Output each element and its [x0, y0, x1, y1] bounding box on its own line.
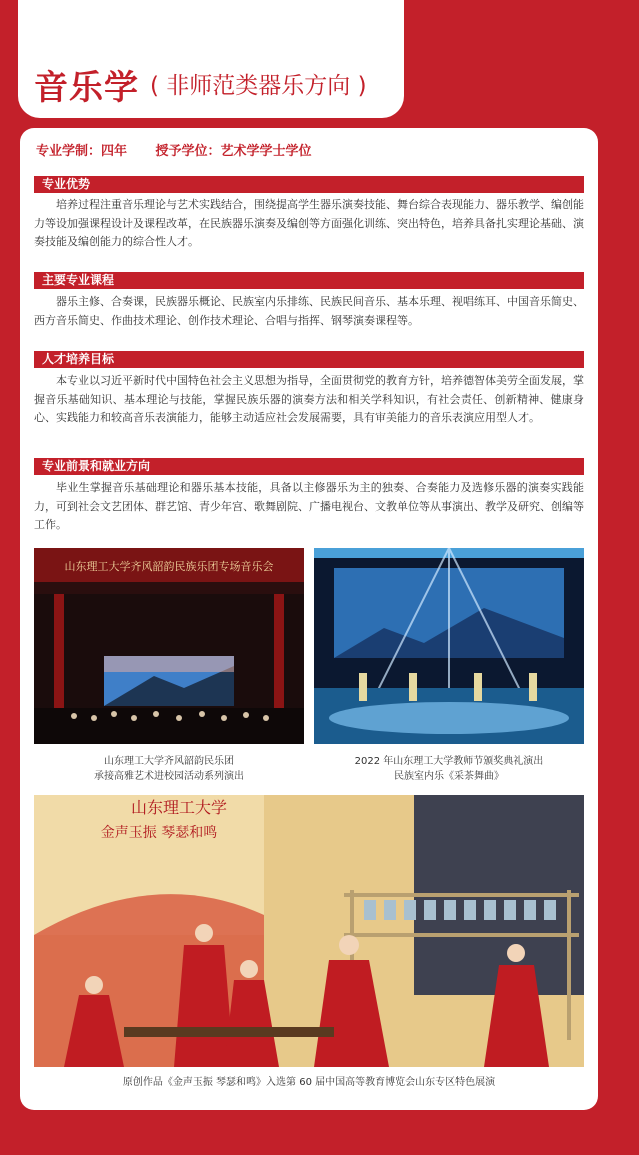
photo-orchestra-concert: [34, 548, 304, 744]
photo-caption-orchestra: [34, 754, 304, 784]
bells-illustration: [34, 795, 584, 1067]
section-heading-courses: 主要专业课程: [34, 272, 584, 289]
photo-bells-performance: [34, 795, 584, 1067]
orchestra-illustration: [34, 548, 304, 744]
section-heading-goals: 人才培养目标: [34, 351, 584, 368]
photo-caption-bells: [34, 1075, 584, 1090]
section-body-courses: 器乐主修、合奏课，民族器乐概论、民族室内乐排练、民族民间音乐、基本乐理、视唱练耳、中国音乐简史、西方音乐简史、作曲技术理论、创作技术理论、合唱与指挥、钢琴演奏课程等。: [34, 295, 584, 327]
caption-line: 承接高雅艺术进校园活动系列演出: [94, 771, 244, 782]
performance-banner-line1: 山东理工大学: [130, 798, 228, 817]
caption-line: 民族室内乐《采茶舞曲》: [394, 771, 504, 782]
chamber-illustration: [314, 548, 584, 744]
section-heading-career: 专业前景和就业方向: [34, 458, 584, 475]
page-subtitle: ( 非师范类器乐方向 ): [150, 73, 367, 99]
page-title: 音乐学: [34, 68, 139, 108]
section-body-career: 毕业生掌握音乐基础理论和器乐基本技能，具备以主修器乐为主的独奏、合奏能力及选修乐器的演奏实践能力，可到社会文艺团体、群艺馆、青少年宫、歌舞剧院、广播电视台、文教单位等从事演出、教学及研究、创编等工作。: [34, 481, 584, 531]
program-meta: [36, 140, 336, 159]
caption-line: 原创作品《金声玉振 琴瑟和鸣》入选第 60 届中国高等教育博览会山东专区特色展演: [122, 1077, 496, 1088]
photo-chamber-music: [314, 548, 584, 744]
section-heading-advantages: 专业优势: [34, 176, 584, 193]
program-degree: 授予学位：艺术学学士学位: [155, 144, 312, 159]
program-duration: 专业学制：四年: [36, 144, 128, 159]
caption-line: 山东理工大学齐风韶韵民乐团: [104, 756, 234, 767]
photo-caption-chamber: [314, 754, 584, 784]
section-body-advantages: 培养过程注重音乐理论与艺术实践结合，围绕提高学生器乐演奏技能、舞台综合表现能力、器乐教学、编创能力等设加强课程设计及课程改革，在民族器乐演奏及编创等方面强化训练、突出特色，培养具备扎实理论基础、演奏技能及编创能力的综合性人才。: [34, 198, 584, 248]
section-body-goals: 本专业以习近平新时代中国特色社会主义思想为指导，全面贯彻党的教育方针，培养德智体美劳全面发展，掌握音乐基础知识、基本理论与技能，掌握民族乐器的演奏方法和相关学科知识，有社会责任、创新精神、健康身心、实践能力和较高音乐表演能力，能够主动适应社会发展需要，具有审美能力的音乐表演应用型人才。: [34, 374, 584, 424]
performance-banner-line2: 金声玉振 琴瑟和鸣: [100, 825, 218, 841]
concert-banner-text: 山东理工大学齐风韶韵民族乐团专场音乐会: [64, 560, 274, 573]
caption-line: 2022 年山东理工大学教师节颁奖典礼演出: [354, 756, 544, 767]
